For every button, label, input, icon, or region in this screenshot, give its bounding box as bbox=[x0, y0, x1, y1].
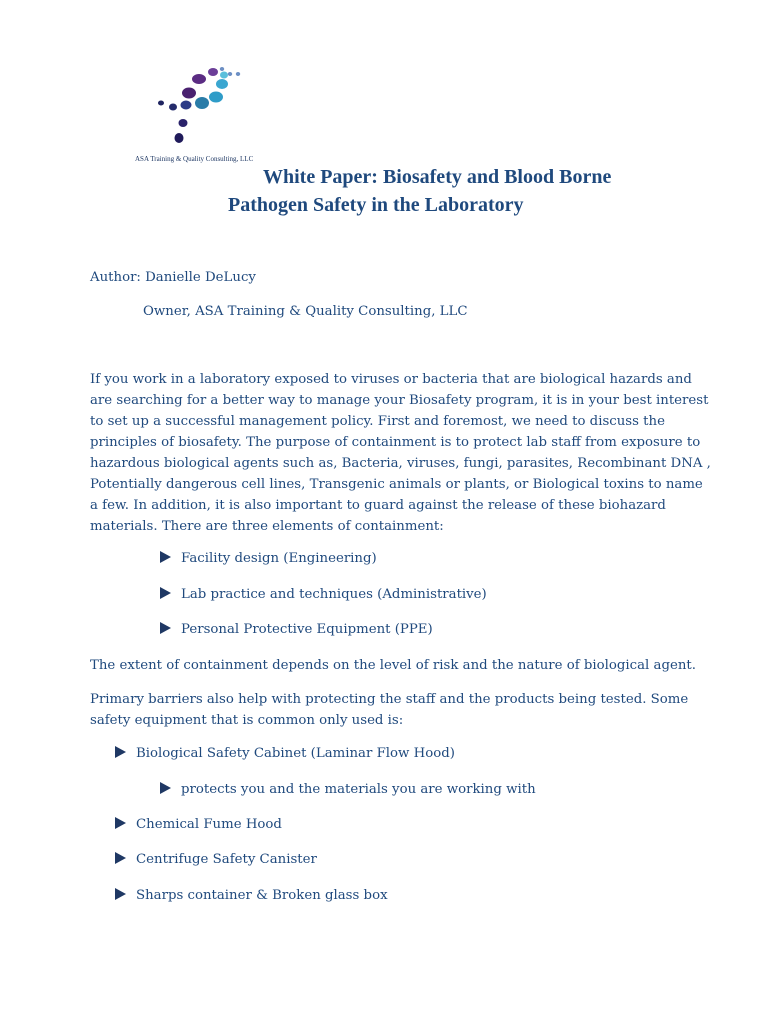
logo-dot bbox=[175, 133, 184, 143]
list-item-label: Sharps container & Broken glass box bbox=[136, 888, 388, 903]
logo-dot bbox=[169, 104, 177, 111]
extent-paragraph: The extent of containment depends on the level of risk and the nature of biological agent. bbox=[90, 658, 696, 673]
list-item-fume-hood bbox=[115, 814, 282, 835]
list-item-facility-design bbox=[160, 548, 377, 569]
logo-dot bbox=[216, 79, 228, 89]
intro-line: materials. There are three elements of containment: bbox=[90, 519, 444, 534]
logo-dot bbox=[220, 72, 228, 79]
bullet-arrow-icon bbox=[115, 817, 126, 829]
intro-line: principles of biosafety. The purpose of containment is to protect lab staff from exposure to bbox=[90, 435, 701, 450]
bullet-arrow-icon bbox=[160, 782, 171, 794]
bullet-arrow-icon bbox=[115, 888, 126, 900]
list-item-lab-practice bbox=[160, 584, 487, 605]
logo-dot bbox=[209, 92, 223, 103]
logo-dot bbox=[208, 68, 218, 76]
list-item-bsc-protects bbox=[160, 779, 536, 800]
list-item-label: Chemical Fume Hood bbox=[136, 817, 282, 832]
bullet-arrow-icon bbox=[160, 622, 171, 634]
intro-line: are searching for a better way to manage your Biosafety program, it is in your best interest bbox=[90, 393, 709, 408]
list-item-centrifuge-canister bbox=[115, 849, 317, 870]
intro-line: Potentially dangerous cell lines, Transgenic animals or plants, or Biological toxins to name bbox=[90, 477, 703, 492]
logo-dot bbox=[181, 101, 192, 110]
logo-dot bbox=[220, 67, 224, 71]
logo-caption: ASA Training & Quality Consulting, LLC bbox=[135, 155, 254, 163]
bullet-arrow-icon bbox=[160, 551, 171, 563]
bullet-arrow-icon bbox=[160, 587, 171, 599]
list-item-sharps-container bbox=[115, 885, 388, 906]
list-item-biosafety-cabinet bbox=[115, 743, 455, 764]
list-item-label: Biological Safety Cabinet (Laminar Flow Hood) bbox=[136, 746, 455, 761]
list-item-label: Facility design (Engineering) bbox=[181, 551, 377, 566]
page-title-line-2: Pathogen Safety in the Laboratory bbox=[228, 194, 524, 216]
author-role: Owner, ASA Training & Quality Consulting, LLC bbox=[143, 304, 468, 319]
logo-dot bbox=[192, 74, 206, 84]
barriers-line: Primary barriers also help with protecting the staff and the products being tested. Some bbox=[90, 692, 689, 707]
intro-line: hazardous biological agents such as, Bacteria, viruses, fungi, parasites, Recombinant DNA , bbox=[90, 456, 711, 471]
intro-line: If you work in a laboratory exposed to viruses or bacteria that are biological hazards and bbox=[90, 372, 692, 387]
author-line: Author: Danielle DeLucy bbox=[90, 270, 256, 285]
logo-dot bbox=[179, 119, 188, 127]
logo-dot bbox=[182, 88, 196, 99]
company-logo bbox=[135, 58, 265, 168]
list-item-label: protects you and the materials you are working with bbox=[181, 782, 536, 797]
logo-dot bbox=[228, 72, 232, 76]
list-item-label: Lab practice and techniques (Administrative) bbox=[181, 587, 487, 602]
page-title-line-1: White Paper: Biosafety and Blood Borne bbox=[263, 166, 612, 188]
logo-dot bbox=[158, 101, 164, 106]
bullet-arrow-icon bbox=[115, 746, 126, 758]
barriers-line: safety equipment that is common only used is: bbox=[90, 713, 404, 728]
bullet-arrow-icon bbox=[115, 852, 126, 864]
intro-line: to set up a successful management policy. First and foremost, we need to discuss the bbox=[90, 414, 665, 429]
barriers-paragraph bbox=[90, 689, 689, 731]
intro-paragraph bbox=[90, 369, 711, 537]
list-item-ppe bbox=[160, 619, 433, 640]
logo-dot bbox=[236, 72, 240, 76]
logo-dot bbox=[195, 97, 209, 109]
logo-dots-icon bbox=[135, 58, 265, 153]
list-item-label: Centrifuge Safety Canister bbox=[136, 852, 317, 867]
list-item-label: Personal Protective Equipment (PPE) bbox=[181, 622, 433, 637]
intro-line: a few. In addition, it is also important to guard against the release of these biohazard bbox=[90, 498, 666, 513]
